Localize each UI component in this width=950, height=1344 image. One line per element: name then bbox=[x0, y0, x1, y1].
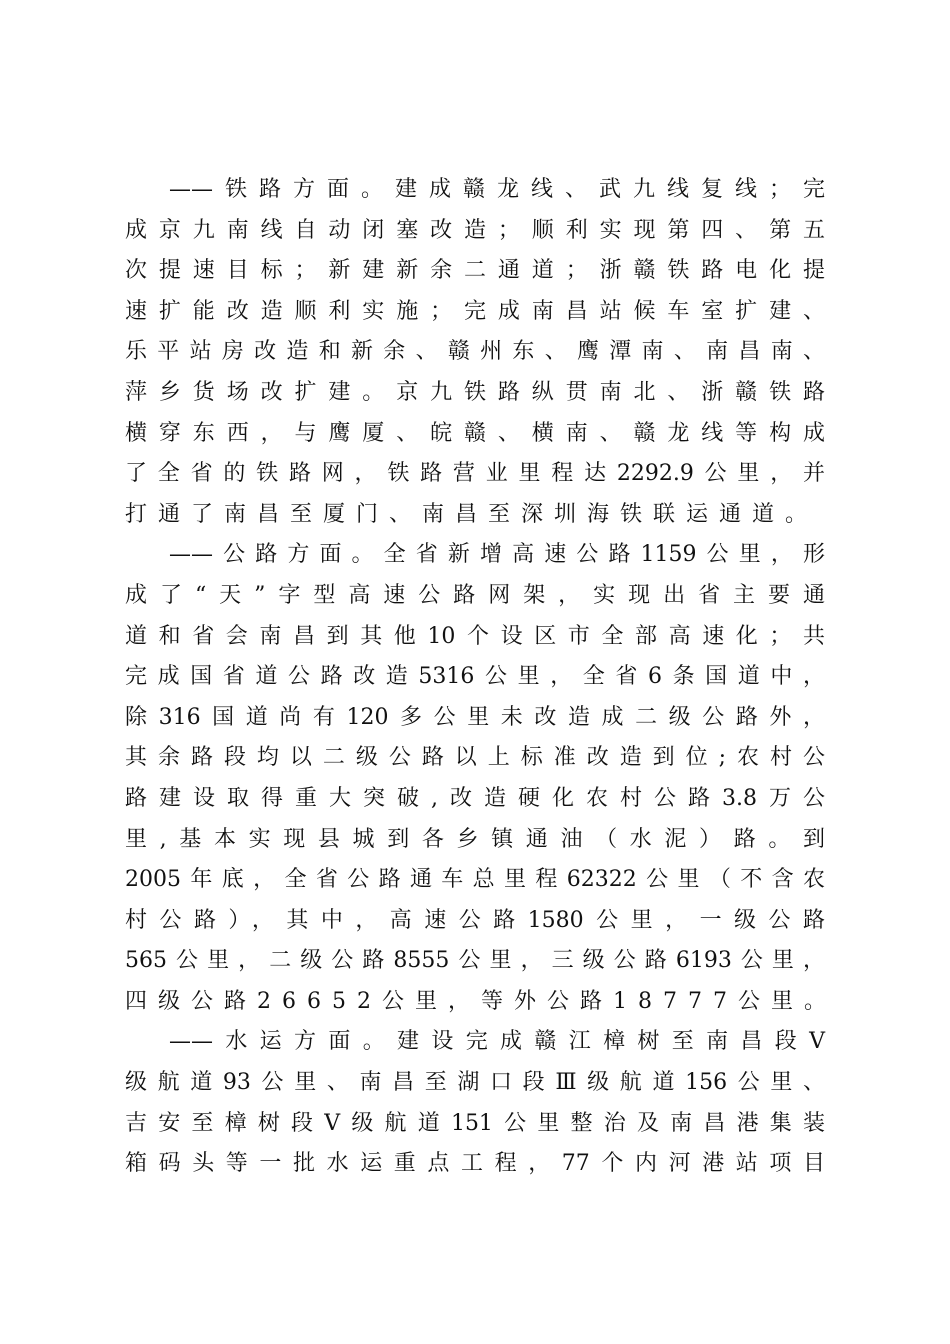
paragraph-highway bbox=[125, 535, 837, 1022]
text-line: 2005年底，全省公路通车总里程62322公里（不含农 bbox=[125, 867, 825, 893]
text-line: 乐平站房改造和新余、赣州东、鹰潭南、南昌南、 bbox=[125, 339, 825, 365]
text-line: 其余路段均以二级公路以上标准改造到位;农村公 bbox=[125, 745, 825, 771]
text-line: 道和省会南昌到其他10个设区市全部高速化；共 bbox=[125, 623, 825, 649]
text-line: 级航道93公里、南昌至湖口段Ⅲ级航道156公里、 bbox=[125, 1070, 825, 1096]
paragraph-railway bbox=[125, 170, 825, 535]
paragraph-waterway bbox=[125, 1022, 825, 1184]
text-line: 成了“天”字型高速公路网架，实现出省主要通 bbox=[125, 582, 825, 608]
text-line: 村公路），其中，高速公路1580公里，一级公路 bbox=[125, 907, 825, 933]
text-line: 路建设取得重大突破,改造硬化农村公路3.8万公 bbox=[125, 785, 825, 811]
text-line: 除316国道尚有120多公里未改造成二级公路外， bbox=[125, 704, 825, 730]
text-line: 成京九南线自动闭塞改造；顺利实现第四、第五 bbox=[125, 217, 825, 243]
document-body bbox=[125, 170, 837, 1185]
text-line: ——铁路方面。建成赣龙线、武九线复线；完 bbox=[169, 177, 825, 202]
text-line: 了全省的铁路网，铁路营业里程达2292.9公里，并 bbox=[125, 461, 825, 487]
text-line: 萍乡货场改扩建。京九铁路纵贯南北、浙赣铁路 bbox=[125, 379, 825, 405]
text-line: 次提速目标；新建新余二通道；浙赣铁路电化提 bbox=[125, 258, 825, 284]
text-line: ——公路方面。全省新增高速公路1159公里，形 bbox=[169, 542, 825, 568]
text-line: ——水运方面。建设完成赣江樟树至南昌段Ⅴ bbox=[169, 1029, 825, 1055]
text-line: 里,基本实现县城到各乡镇通油（水泥）路。到 bbox=[125, 826, 825, 852]
text-line: 箱码头等一批水运重点工程，77个内河港站项目 bbox=[125, 1151, 825, 1177]
text-line: 打通了南昌至厦门、南昌至深圳海铁联运通道。 bbox=[125, 501, 819, 527]
text-line: 速扩能改造顺利实施；完成南昌站候车室扩建、 bbox=[125, 298, 825, 324]
text-line: 吉安至樟树段Ⅴ级航道151公里整治及南昌港集装 bbox=[125, 1110, 825, 1136]
text-line: 横穿东西，与鹰厦、皖赣、横南、赣龙线等构成 bbox=[125, 420, 825, 446]
text-line: 565公里，二级公路8555公里，三级公路6193公里， bbox=[125, 948, 825, 974]
text-line: 完成国省道公路改造5316公里，全省6条国道中， bbox=[125, 664, 825, 690]
text-line: 四级公路26652公里，等外公路18777公里。 bbox=[125, 988, 837, 1014]
